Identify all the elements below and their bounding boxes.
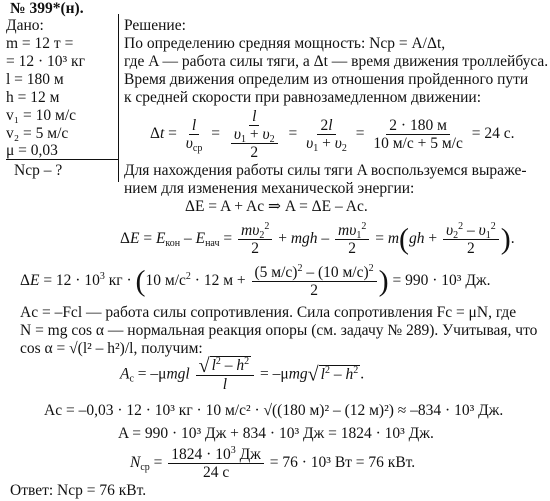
work-text-2: нием для изменения механической энергии: [124, 180, 415, 197]
given-mass-kg: = 12 · 10³ кг [6, 53, 85, 70]
ac-numeric: Aс = –0,03 · 12 · 10³ кг · 10 м/с² · √((180 м)² – (12 м)²) ≈ –834 · 10³ Дж. [44, 402, 504, 419]
time-formula: Δt = $\frac{l}{\upsilon_{ср}}$ = $\frac{l}{\frac{\upsilon_1 + \upsilon_2}{2}}$ = $\frac{2l}{\upsilon_1 + \upsilon_2}$ = $\frac{2 \cdot 180 м}{10 м/с + 5 м/с}$ = 24 с. [150, 108, 515, 161]
given-v2: v₂ = 5 м/с [6, 125, 69, 142]
delta-e-formula: $\Delta E = E_{кон} - E_{нач}$ = $\frac{m\upsilon_2^2}{2}$ + mgh – $\frac{m\upsilon_1^2}{2}$ = m(gh + $\frac{\upsilon_2^2 - \upsilon_1^2}{2}$ ). [120, 221, 515, 257]
ac-formula: $A_с = -\mu mgl$ $\frac{√ l^2 - h^2}{l}$ = –μmg√ $l^2 - h^2$ . [120, 355, 365, 393]
n-result-formula: $N_{ср}$ = $\frac{1824 \cdot 10^3 Дж}{24 с}$ = 76 · 10³ Вт = 76 кВт. [130, 445, 416, 481]
given-mu: μ = 0,03 [6, 142, 58, 159]
n-result: = 76 · 10³ Вт = 76 кВт. [269, 454, 416, 472]
a-numeric: A = 990 · 10³ Дж + 834 · 10³ Дж = 1824 · 10³ Дж. [118, 425, 434, 442]
given-length: l = 180 м [6, 71, 64, 88]
solution-intro-1: По определению средняя мощность: Nср = A/Δt, [124, 35, 446, 52]
given-label: Дано: [6, 17, 44, 34]
solution-label: Решение: [124, 17, 186, 34]
friction-text-2: N = mg cos α — нормальная реакция опоры (см. задачу № 289). Учитывая, что [20, 322, 538, 339]
problem-number: № 399*(н). [10, 0, 84, 17]
work-text-1: Для нахождения работы силы тяги A воспользуемся выраже- [124, 162, 527, 179]
time-result: = 24 с. [471, 125, 515, 143]
friction-text-3: cos α = √(l² – h²)/l, получим: [20, 340, 203, 357]
given-height: h = 12 м [6, 89, 60, 106]
given-divider [6, 159, 118, 160]
given-mass: m = 12 т = [6, 35, 74, 52]
delta-e-numeric: $\Delta E = 12 \cdot 10^3$ кг · (10 $м/с^2 \cdot 12$ м + $\frac{(5 м/с)^2 - (10 м/с)^2}{2}$ ) = 990 · 10³ Дж. [20, 263, 491, 299]
given-v1: v₁ = 10 м/с [6, 107, 77, 124]
answer: Ответ: Nср = 76 кВт. [10, 482, 147, 499]
given-vertical-divider [118, 14, 119, 182]
solution-intro-4: к средней скорости при равнозамедленном движении: [124, 89, 482, 106]
solution-intro-2: где A — работа силы тяги, а Δt — время движения троллейбуса. [124, 53, 549, 70]
friction-text-1: Aс = –Fсl — работа силы сопротивления. Сила сопротивления Fс = μN, где [20, 304, 517, 321]
solution-intro-3: Время движения определим из отношения пройденного пути [124, 71, 529, 88]
given-find: Nср – ? [14, 162, 63, 179]
energy-equation: ΔE = A + Aс ⇒ A = ΔE – Aс. [185, 198, 368, 215]
delta-e-result: = 990 · 10³ Дж. [392, 272, 491, 290]
